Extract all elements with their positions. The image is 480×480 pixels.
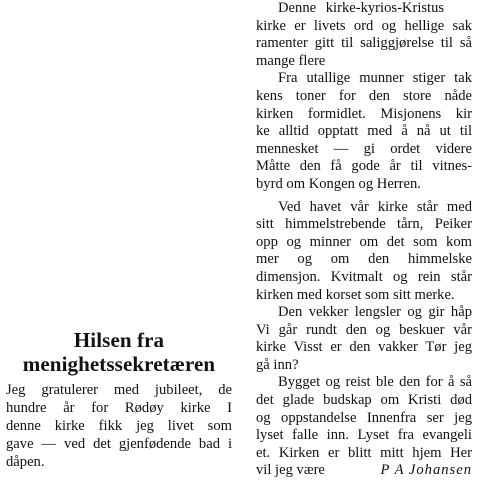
text-line: Ved havet vår kirke står med — [278, 198, 472, 215]
text-line: hundre år for Rødøy kirke I — [6, 400, 232, 416]
text-line: kirken med korset som sitt merke. — [256, 286, 455, 303]
heading-line-1: Hilsen fra — [73, 328, 165, 352]
left-column — [6, 328, 232, 471]
text-line: mer og om den himmelske — [256, 251, 472, 268]
greeting-paragraph — [6, 381, 232, 471]
text-line: dåpen. — [6, 454, 45, 470]
paragraph-4 — [256, 304, 472, 374]
text-line: Jeg gratulerer med jubileet, de — [6, 382, 232, 398]
paragraph-2 — [256, 70, 472, 193]
paragraph-1 — [256, 0, 472, 70]
text-line: Måtte den få gode år til vitnes- — [256, 158, 472, 175]
text-line: gave — ved det gjenfødende bad i — [6, 436, 232, 452]
closing-line — [256, 462, 472, 480]
text-line: Den vekker lengsler og gir håp — [278, 304, 472, 321]
heading-line-2: menighetssekretæren — [22, 352, 216, 376]
text-line: mange flere — [256, 52, 326, 69]
text-line: ramenter gitt til saliggjørelse til så — [256, 35, 472, 52]
text-line: kirke Visst er den vakker Tør jeg — [256, 339, 472, 356]
text-line: vil jeg være — [256, 462, 325, 479]
text-line: byrd om Kongen og Herren. — [256, 175, 421, 192]
text-line: kirke er livets ord og hellige sak — [256, 17, 472, 34]
right-column — [256, 0, 472, 480]
text-line: denne kirke fikk jeg livet som — [6, 418, 232, 434]
text-line: gå inn? — [256, 356, 299, 373]
text-line: og oppstandelse Innenfra ser jeg — [256, 409, 472, 426]
article-heading — [6, 328, 232, 376]
text-line: det glade budskap om Kristi død — [256, 392, 472, 409]
paragraph-5 — [256, 374, 472, 480]
text-line: dimensjon. Kvitmalt og rein står — [256, 268, 472, 285]
paragraph-3 — [256, 199, 472, 305]
text-line: lyset falle inn. Lyset fra evangeli — [256, 427, 472, 444]
text-line: et. Kirken er blitt mitt hjem Her — [256, 444, 472, 461]
text-line: ke alltid opptatt med å nå ut til — [256, 123, 472, 140]
text-line: Fra utallige munner stiger tak — [278, 70, 472, 87]
text-line: Vi går rundt den og beskuer vår — [256, 321, 472, 338]
text-line: mennesket — gi ordet videre — [256, 140, 472, 157]
author-signature: P A Johansen — [380, 462, 472, 479]
text-line: Denne kirke-kyrios-Kristus — [278, 0, 445, 16]
text-line: kens toner for den store nåde — [256, 87, 472, 104]
text-line: opp og minner om det som kom — [256, 233, 472, 250]
text-line: Bygget og reist ble den for å så — [278, 374, 472, 391]
text-line: kirken formidlet. Misjonens kir — [256, 105, 472, 122]
text-line: sitt himmelstrebende tårn, Peiker — [256, 216, 472, 233]
